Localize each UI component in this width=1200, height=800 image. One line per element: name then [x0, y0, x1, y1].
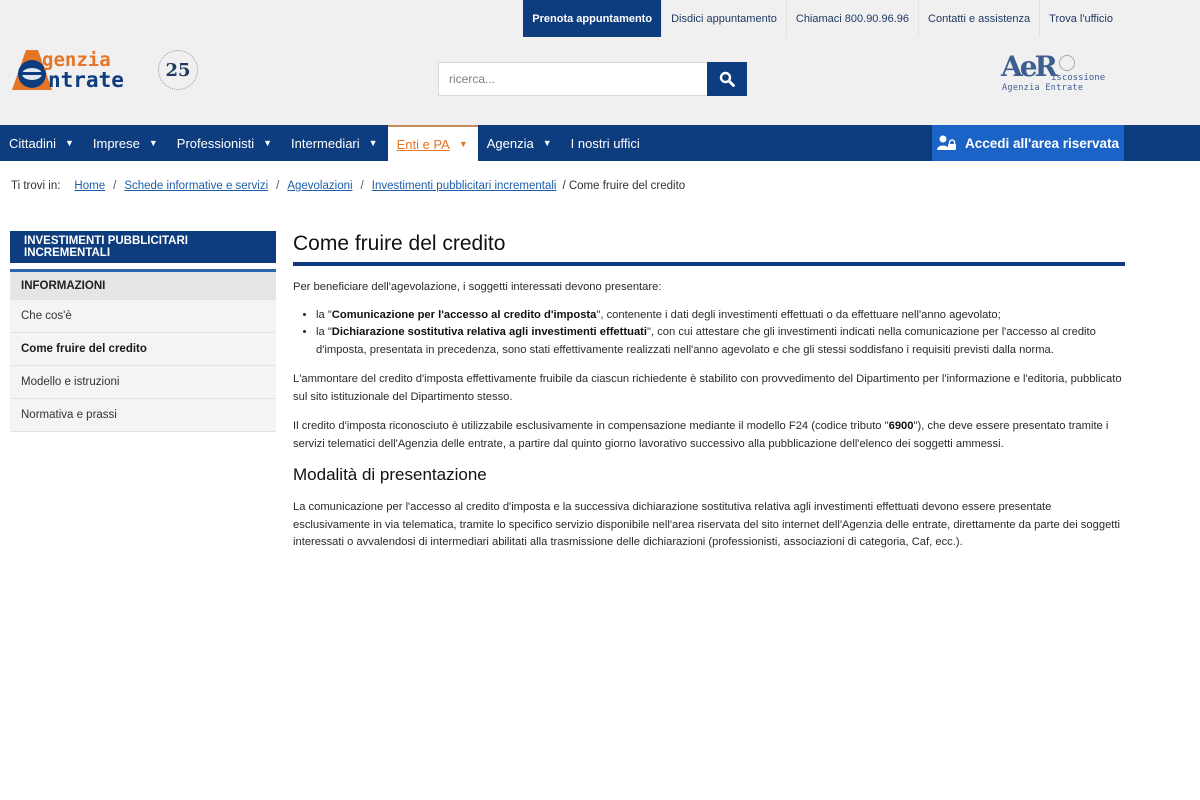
caret-down-icon: ▼: [542, 138, 552, 148]
paragraph-text: Il credito d'imposta riconosciuto è utilizzabile esclusivamente in compensazione mediante il modello F24 (codice tributo ": [293, 420, 889, 432]
nav-label: Enti e PA: [396, 136, 450, 152]
page-title: Come fruire del credito: [293, 231, 1125, 266]
nav-item-intermediari[interactable]: [282, 125, 388, 161]
logo-line-1: genzia: [42, 49, 111, 71]
search-button[interactable]: [707, 62, 747, 96]
breadcrumb-current: / Come fruire del credito: [562, 180, 686, 192]
sidebar-item-come-fruire[interactable]: Come fruire del credito: [10, 333, 276, 366]
breadcrumb-separator: /: [360, 180, 364, 192]
republic-emblem-icon: [1059, 55, 1075, 71]
sidebar-section-informazioni: INFORMAZIONI: [10, 269, 276, 300]
search-icon: [719, 71, 735, 87]
contacts-support-link[interactable]: Contatti e assistenza: [918, 0, 1039, 37]
breadcrumb-separator: /: [276, 180, 280, 192]
anniversary-25-badge: 25: [158, 50, 198, 90]
breadcrumb-lead: Ti trovi in:: [11, 180, 61, 192]
nav-item-cittadini[interactable]: [0, 125, 84, 161]
paragraph-text: "), che deve essere presentato tramite i servizi telematici dell'Agenzia delle entrate, a partire dal quinto giorno lavorativo successivo alla pubblicazione dell'elenco dei soggetti ammessi.: [293, 420, 1109, 450]
nav-item-imprese[interactable]: [84, 125, 168, 161]
cancel-appointment-link[interactable]: Disdici appuntamento: [661, 0, 786, 37]
nav-item-nostri-uffici[interactable]: [562, 125, 650, 161]
nav-label: Intermediari: [291, 135, 360, 151]
sidebar-item-che-cose[interactable]: Che cos'è: [10, 300, 276, 333]
search-input[interactable]: [438, 62, 707, 96]
nav-label: Imprese: [92, 135, 140, 151]
nav-label: I nostri uffici: [570, 135, 640, 151]
main-navigation: [0, 125, 1200, 161]
nav-label: Professionisti: [176, 135, 255, 151]
credit-amount-paragraph: L'ammontare del credito d'imposta effettivamente fruibile da ciascun richiedente è stabilito con provvedimento del Dipartimento per l'informazione e l'editoria, pubblicato sul sito istituzionale del Dipartimento stesso.: [293, 373, 1122, 403]
nav-item-agenzia[interactable]: [478, 125, 562, 161]
section-heading: Modalità di presentazione: [293, 465, 487, 484]
login-label: Accedi all'area riservata: [964, 135, 1120, 151]
reserved-area-login-button[interactable]: [932, 125, 1124, 161]
breadcrumb-schede-informative[interactable]: Schede informative e servizi: [124, 180, 269, 192]
user-lock-icon: [937, 135, 957, 151]
nav-item-professionisti[interactable]: [168, 125, 282, 161]
caret-down-icon: ▼: [368, 138, 378, 148]
f24-paragraph: [293, 418, 1125, 453]
breadcrumb: [11, 180, 685, 192]
breadcrumb-separator: /: [113, 180, 117, 192]
sidebar-title[interactable]: INVESTIMENTI PUBBLICITARI INCREMENTALI: [10, 231, 276, 263]
find-office-link[interactable]: Trova l'ufficio: [1039, 0, 1122, 37]
riscossione-logo-mark: AeR: [1001, 50, 1055, 83]
tax-code: 6900: [888, 420, 914, 432]
caret-down-icon: ▼: [64, 138, 74, 148]
list-item-text: la ": [316, 308, 332, 321]
main-content: [293, 231, 1125, 552]
logo-line-2: ntrate: [48, 68, 124, 92]
nav-label: Cittadini: [9, 135, 56, 151]
riscossione-logo-line-2: Agenzia Entrate: [1002, 83, 1084, 93]
site-header: [0, 0, 1200, 125]
nav-label: Agenzia: [486, 135, 534, 151]
list-item-text: ", contenente i dati degli investimenti effettuati o da effettuare nell'anno agevolato;: [596, 308, 1001, 321]
sidebar-item-modello-istruzioni[interactable]: Modello e istruzioni: [10, 366, 276, 399]
riscossione-logo-line-1: iscossione: [1051, 73, 1106, 83]
breadcrumb-investimenti-pubblicitari[interactable]: Investimenti pubblicitari incrementali: [371, 180, 557, 192]
list-item-text: la ": [316, 326, 332, 338]
nav-item-enti-e-pa[interactable]: [388, 125, 478, 161]
intro-paragraph: Per beneficiare dell'agevolazione, i soggetti interessati devono presentare:: [293, 281, 662, 293]
list-item-bold: Comunicazione per l'accesso al credito d'imposta: [331, 308, 597, 321]
call-us-link[interactable]: Chiamaci 800.90.96.96: [786, 0, 918, 37]
submission-paragraph: La comunicazione per l'accesso al credito d'imposta e la successiva dichiarazione sostitutiva relativa agli investimenti effettuati devono essere presentate esclusivamente in via telematica, tramite lo specifico servizio disponibile nell'area riservata del sito internet dell'Agenzia delle entrate, direttamente da parte dei soggetti interessati o avvalendosi di intermediari abilitati alla trasmissione delle dichiarazioni (professionisti, associazioni di categoria, Caf, ecc.).: [293, 501, 1120, 548]
book-appointment-link[interactable]: Prenota appuntamento: [523, 0, 661, 37]
breadcrumb-agevolazioni[interactable]: Agevolazioni: [287, 180, 353, 192]
list-item-text: ", con cui attestare che gli investimenti indicati nella comunicazione per l'accesso al credito d'imposta, presentata in precedenza, sono stati effettivamente realizzati nell'anno agevolato e che gli stessi soddisfano i requisiti previsti dalla norma.: [316, 326, 1096, 356]
sidebar-item-normativa-prassi[interactable]: Normativa e prassi: [10, 399, 276, 432]
list-item: [316, 324, 1125, 359]
search-form: [438, 62, 747, 96]
riscossione-logo[interactable]: [1001, 52, 1111, 94]
caret-down-icon: ▼: [458, 139, 468, 149]
logo-text: [42, 50, 124, 90]
list-item-bold: Dichiarazione sostitutiva relativa agli investimenti effettuati: [331, 326, 647, 338]
list-item: [316, 307, 1125, 325]
section-sidebar: [10, 231, 276, 432]
utility-bar: [523, 0, 1122, 37]
requirements-list: [293, 307, 1125, 360]
caret-down-icon: ▼: [148, 138, 158, 148]
breadcrumb-home[interactable]: Home: [74, 180, 106, 192]
caret-down-icon: ▼: [263, 138, 273, 148]
